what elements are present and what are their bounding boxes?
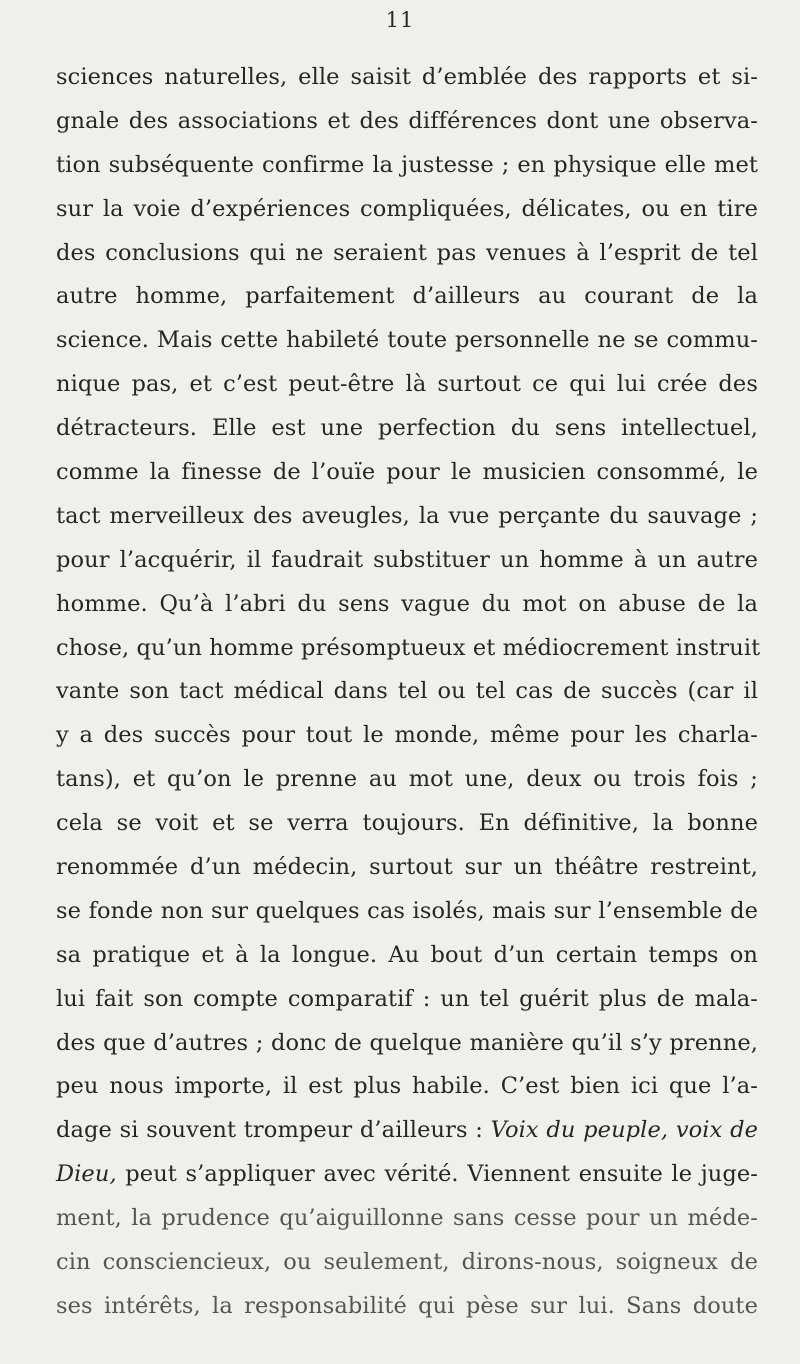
text-line: chose, qu’un homme présomptueux et médiocrement instruit — [56, 634, 761, 661]
text-line: cela se voit et se verra toujours. En définitive, la bonne — [56, 810, 758, 837]
text-line: ment, la prudence qu’aiguillonne sans cesse pour un méde- — [56, 1205, 758, 1232]
text-segment: dage si souvent trompeur d’ailleurs : — [56, 1117, 483, 1144]
page-number: 11 — [385, 8, 415, 32]
text-line: tact merveilleux des aveugles, la vue perçante du sauvage ; — [56, 502, 758, 529]
text-line: nique pas, et c’est peut-être là surtout ce qui lui crée des — [56, 371, 758, 398]
text-line: se fonde non sur quelques cas isolés, mais sur l’ensemble de — [56, 897, 758, 924]
text-line: science. Mais cette habileté toute personnelle ne se commu- — [56, 327, 758, 354]
text-line: comme la finesse de l’ouïe pour le musicien consommé, le — [56, 459, 758, 486]
text-line: des conclusions qui ne seraient pas venues à l’esprit de tel — [56, 239, 758, 266]
text-line: autre homme, parfaitement d’ailleurs au courant de la — [56, 283, 758, 310]
text-line: homme. Qu’à l’abri du sens vague du mot on abuse de la — [56, 590, 758, 617]
text-line: peu nous importe, il est plus habile. C’est bien ici que l’a- — [56, 1073, 758, 1100]
text-segment: peut s’appliquer avec vérité. Viennent ensuite le juge- — [125, 1161, 758, 1188]
text-line: vante son tact médical dans tel ou tel cas de succès (car il — [56, 678, 758, 705]
text-line: y a des succès pour tout le monde, même pour les charla- — [56, 722, 758, 749]
text-line: détracteurs. Elle est une perfection du sens intellectuel, — [56, 415, 758, 442]
text-line: sa pratique et à la longue. Au bout d’un certain temps on — [56, 941, 758, 968]
text-line: pour l’acquérir, il faudrait substituer un homme à un autre — [56, 546, 758, 573]
text-line-with-quote — [56, 1153, 758, 1197]
text-line: renommée d’un médecin, surtout sur un théâtre restreint, — [56, 854, 758, 881]
text-line: tion subséquente confirme la justesse ; en physique elle met — [56, 151, 758, 178]
text-line: sciences naturelles, elle saisit d’emblée des rapports et si- — [56, 64, 758, 90]
text-line: sur la voie d’expériences compliquées, délicates, ou en tire — [56, 195, 758, 222]
text-line: des que d’autres ; donc de quelque manière qu’il s’y prenne, — [56, 1029, 758, 1056]
text-line-with-quote — [56, 1109, 758, 1153]
italic-quote: Dieu, — [56, 1161, 117, 1188]
text-line: ses intérêts, la responsabilité qui pèse sur lui. Sans doute — [56, 1292, 758, 1319]
body-text — [56, 56, 761, 1329]
text-line: tans), et qu’on le prenne au mot une, deux ou trois fois ; — [56, 766, 758, 793]
text-line: cin consciencieux, ou seulement, dirons-nous, soigneux de — [56, 1249, 758, 1276]
italic-quote: Voix du peuple, voix de — [490, 1117, 758, 1144]
text-line: lui fait son compte comparatif : un tel guérit plus de mala- — [56, 985, 758, 1012]
text-line: gnale des associations et des différences dont une observa- — [56, 107, 758, 134]
